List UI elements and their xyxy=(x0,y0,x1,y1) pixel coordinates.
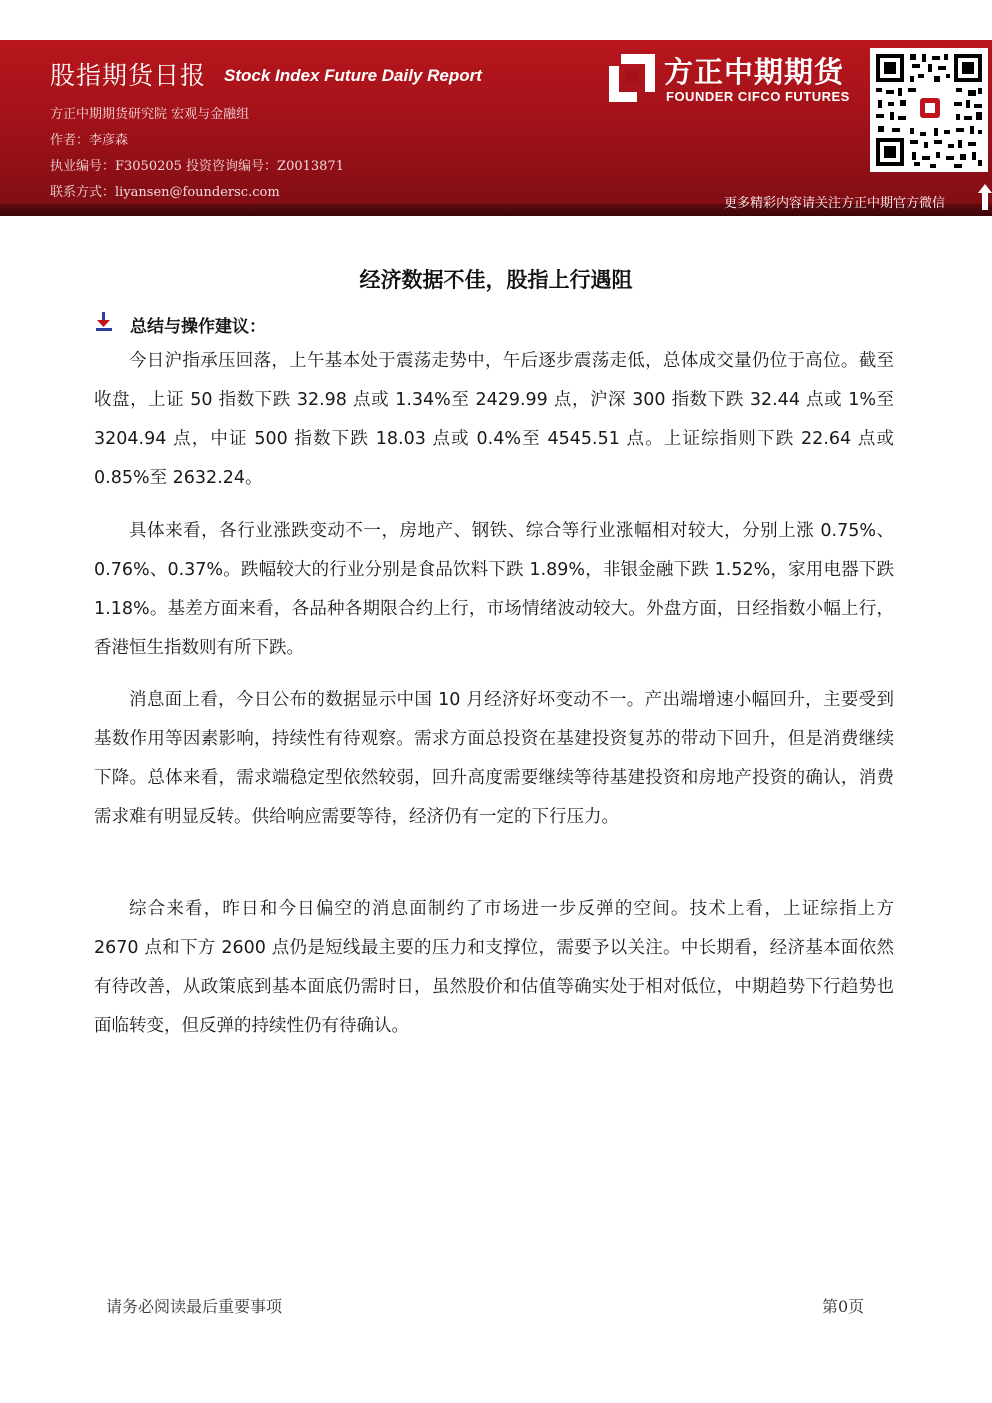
follow-wechat-text: 更多精彩内容请关注方正中期官方微信 xyxy=(724,196,946,211)
brand-name-cn: 方正中期期货 xyxy=(664,55,845,89)
footer-notice: 请务必阅读最后重要事项 xyxy=(106,1297,283,1316)
license-line: 执业编号：F3050205 投资咨询编号：Z0013871 xyxy=(50,159,344,174)
brand-name-en: FOUNDER CIFCO FUTURES xyxy=(666,89,850,104)
page-number: 第0页 xyxy=(822,1297,865,1316)
report-title-cn: 股指期货日报 xyxy=(50,61,207,90)
paragraph-outlook: 综合来看，昨日和今日偏空的消息面制约了市场进一步反弹的空间。技术上看，上证综指上方 2670 点和下方 2600 点仍是短线最主要的压力和支撑位，需要予以关注。中长期看，经济基本面依然有待改善，从政策底到基本面底仍需时日，虽然股价和估值等确实处于相对低位，中期趋势下行趋势也面临转变，但反弹的持续性仍有待确认。 xyxy=(94,899,894,1036)
paragraph-news-analysis: 消息面上看，今日公布的数据显示中国 10 月经济好坏变动不一。产出端增速小幅回升，主要受到基数作用等因素影响，持续性有待观察。需求方面总投资在基建投资复苏的带动下回升，但是消费继续下降。总体来看，需求端稳定型依然较弱，回升高度需要继续等待基建投资和房地产投资的确认，消费需求难有明显反转。供给响应需要等待，经济仍有一定的下行压力。 xyxy=(94,690,894,827)
author-line: 作者：李彦森 xyxy=(50,133,129,148)
contact-line[interactable]: 联系方式：liyansen@foundersc.com xyxy=(50,185,280,200)
document-title: 经济数据不佳，股指上行遇阻 xyxy=(359,268,633,292)
paragraph-sector-performance: 具体来看，各行业涨跌变动不一，房地产、钢铁、综合等行业涨幅相对较大，分别上涨 0.75%、0.76%、0.37%。跌幅较大的行业分别是食品饮料下跌 1.89%，非银金融下跌 1.52%，家用电器下跌 1.18%。基差方面来看，各品种各期限合约上行，市场情绪波动较大。外盘方面，日经指数小幅上行，香港恒生指数则有所下跌。 xyxy=(94,521,894,658)
paragraph-market-summary: 今日沪指承压回落，上午基本处于震荡走势中，午后逐步震荡走低，总体成交量仍位于高位。截至收盘，上证 50 指数下跌 32.98 点或 1.34%至 2429.99 点，沪深 300 指数下跌 32.44 点或 1%至 3204.94 点，中证 500 指数下跌 18.03 点或 0.4%至 4545.51 点。上证综指则下跌 22.64 点或 0.85%至 2632.24。 xyxy=(94,351,894,488)
report-title-en: Stock Index Future Daily Report xyxy=(224,66,482,85)
institute-line: 方正中期期货研究院 宏观与金融组 xyxy=(50,107,250,122)
section-heading: 总结与操作建议： xyxy=(130,317,266,337)
arrow-up-icon xyxy=(978,184,992,210)
qr-code-icon[interactable] xyxy=(870,48,988,172)
founder-logo-icon xyxy=(607,52,657,104)
bullet-arrow-icon xyxy=(96,312,112,332)
